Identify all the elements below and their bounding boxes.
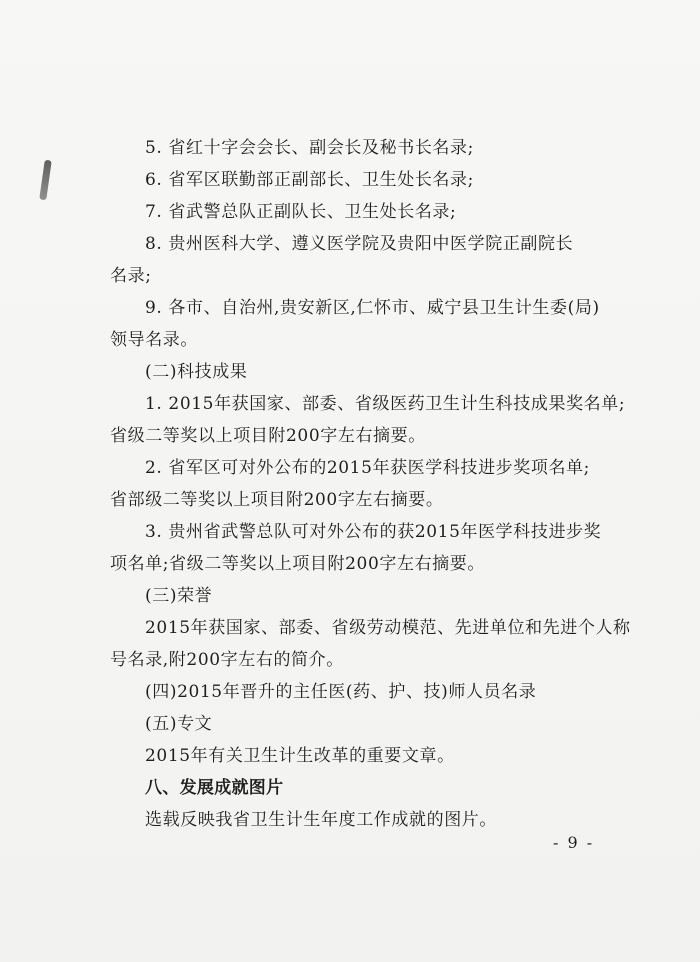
- sci-tech-item-2-cont: 省部级二等奖以上项目附200字左右摘要。: [110, 490, 444, 510]
- list-item-health-commissions-cont: 领导名录。: [110, 330, 198, 350]
- page-number: - 9 -: [553, 833, 595, 852]
- sci-tech-item-3-cont: 项名单;省级二等奖以上项目附200字左右摘要。: [110, 554, 485, 574]
- articles-text: 2015年有关卫生计生改革的重要文章。: [145, 746, 455, 766]
- sci-tech-item-1: 1. 2015年获国家、部委、省级医药卫生计生科技成果奖名单;: [145, 394, 626, 414]
- honors-text: 2015年获国家、部委、省级劳动模范、先进单位和先进个人称: [145, 618, 631, 638]
- section-heading-promotions: (四)2015年晋升的主任医(药、护、技)师人员名录: [145, 682, 537, 702]
- honors-text-cont: 号名录,附200字左右的简介。: [110, 650, 344, 670]
- list-item-universities-cont: 名录;: [110, 266, 152, 286]
- photos-text: 选载反映我省卫生计生年度工作成就的图片。: [145, 810, 497, 830]
- section-heading-sci-tech: (二)科技成果: [145, 362, 248, 382]
- sci-tech-item-2: 2. 省军区可对外公布的2015年获医学科技进步奖项名单;: [145, 458, 591, 478]
- scan-smudge: [39, 160, 51, 201]
- sci-tech-item-1-cont: 省级二等奖以上项目附200字左右摘要。: [110, 426, 426, 446]
- section-heading-photos: 八、发展成就图片: [145, 778, 284, 798]
- list-item-military-logistics: 6. 省军区联勤部正副部长、卫生处长名录;: [145, 170, 474, 190]
- list-item-armed-police: 7. 省武警总队正副队长、卫生处长名录;: [145, 202, 457, 222]
- list-item-red-cross: 5. 省红十字会会长、副会长及秘书长名录;: [145, 138, 474, 158]
- list-item-health-commissions: 9. 各市、自治州,贵安新区,仁怀市、威宁县卫生计生委(局): [145, 298, 600, 318]
- section-heading-honors: (三)荣誉: [145, 586, 213, 606]
- section-heading-articles: (五)专文: [145, 714, 213, 734]
- sci-tech-item-3: 3. 贵州省武警总队可对外公布的获2015年医学科技进步奖: [145, 522, 602, 542]
- list-item-universities: 8. 贵州医科大学、遵义医学院及贵阳中医学院正副院长: [145, 234, 574, 254]
